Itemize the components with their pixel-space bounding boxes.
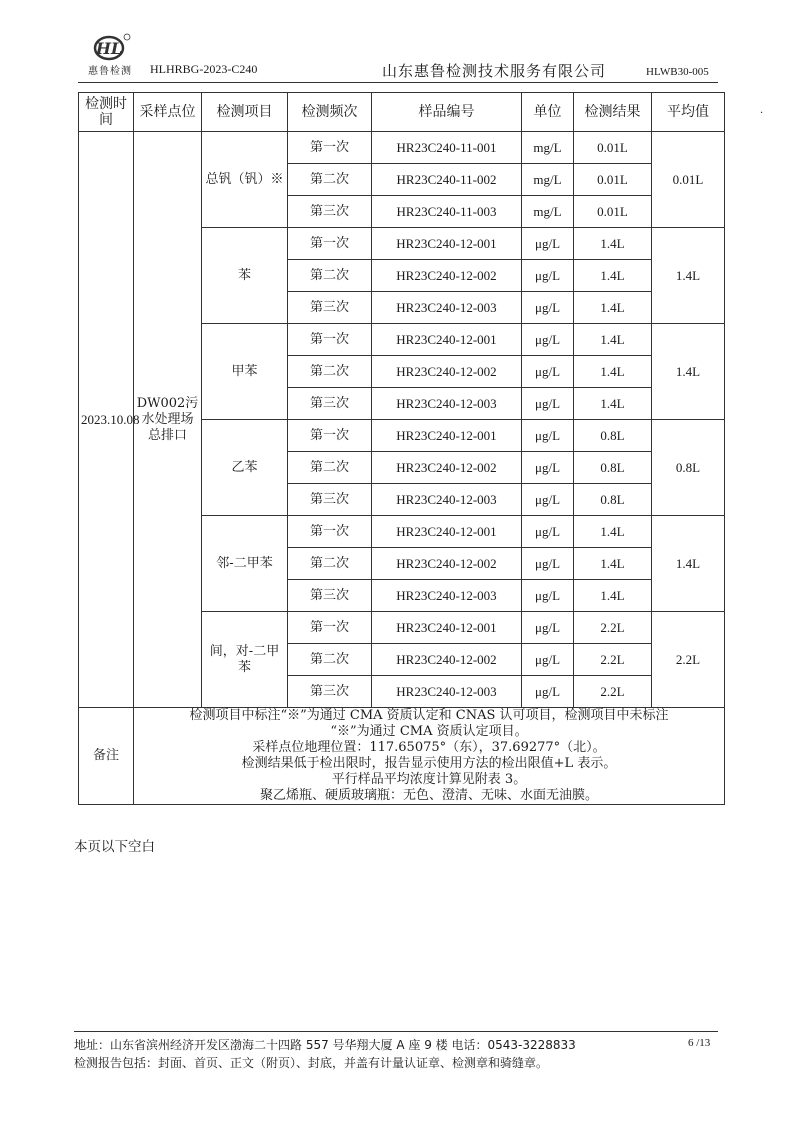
test-item-cell: 乙苯 — [202, 420, 288, 516]
table-header-row — [79, 93, 725, 132]
frequency-cell: 第三次 — [288, 196, 372, 228]
sample-id-cell: HR23C240-12-002 — [372, 644, 522, 676]
average-cell: 1.4L — [652, 228, 725, 324]
average-cell: 0.8L — [652, 420, 725, 516]
blank-page-note: 本页以下空白 — [74, 839, 155, 855]
remark-line: 聚乙烯瓶、硬质玻璃瓶：无色、澄清、无味、水面无油膜。 — [259, 788, 598, 803]
unit-cell: μg/L — [522, 260, 574, 292]
test-item-cell: 甲苯 — [202, 324, 288, 420]
unit-cell: μg/L — [522, 324, 574, 356]
frequency-cell: 第三次 — [288, 292, 372, 324]
sample-id-cell: HR23C240-11-001 — [372, 132, 522, 164]
frequency-cell: 第二次 — [288, 452, 372, 484]
sample-id-cell: HR23C240-12-001 — [372, 612, 522, 644]
result-cell: 0.01L — [574, 132, 652, 164]
header-divider — [78, 82, 718, 83]
frequency-cell: 第一次 — [288, 324, 372, 356]
unit-cell: mg/L — [522, 132, 574, 164]
frequency-cell: 第一次 — [288, 612, 372, 644]
sample-id-cell: HR23C240-12-003 — [372, 388, 522, 420]
unit-cell: μg/L — [522, 612, 574, 644]
average-cell: 1.4L — [652, 324, 725, 420]
remarks-cell — [134, 708, 725, 805]
result-cell: 1.4L — [574, 260, 652, 292]
column-header: 检测时间 — [79, 93, 134, 132]
result-cell: 0.01L — [574, 196, 652, 228]
sample-id-cell: HR23C240-12-003 — [372, 484, 522, 516]
frequency-cell: 第一次 — [288, 516, 372, 548]
footer-address: 地址：山东省滨州经济开发区渤海二十四路 557 号华翔大厦 A 座 9 楼 电话：0543-3228833 — [74, 1038, 576, 1052]
column-header: 单位 — [522, 93, 574, 132]
result-cell: 1.4L — [574, 228, 652, 260]
column-header: 检测项目 — [202, 93, 288, 132]
sample-id-cell: HR23C240-12-002 — [372, 260, 522, 292]
sampling-site-cell: DW002污水处理场总排口 — [134, 132, 202, 708]
unit-cell: μg/L — [522, 420, 574, 452]
sample-id-cell: HR23C240-12-001 — [372, 516, 522, 548]
sample-id-cell: HR23C240-12-003 — [372, 676, 522, 708]
column-header: 采样点位 — [134, 93, 202, 132]
unit-cell: mg/L — [522, 164, 574, 196]
result-cell: 1.4L — [574, 324, 652, 356]
result-cell: 0.8L — [574, 484, 652, 516]
sample-id-cell: HR23C240-11-002 — [372, 164, 522, 196]
sample-id-cell: HR23C240-12-003 — [372, 292, 522, 324]
unit-cell: μg/L — [522, 388, 574, 420]
report-number: HLHRBG-2023-C240 — [150, 62, 258, 76]
svg-text:HL: HL — [95, 39, 123, 58]
test-item-cell: 苯 — [202, 228, 288, 324]
frequency-cell: 第二次 — [288, 548, 372, 580]
frequency-cell: 第三次 — [288, 388, 372, 420]
unit-cell: μg/L — [522, 292, 574, 324]
unit-cell: μg/L — [522, 580, 574, 612]
result-cell: 1.4L — [574, 548, 652, 580]
logo-text: 惠鲁检测 — [88, 66, 132, 77]
column-header: 检测结果 — [574, 93, 652, 132]
frequency-cell: 第三次 — [288, 580, 372, 612]
remark-line: 采样点位地理位置：117.65075°（东），37.69277°（北）。 — [252, 740, 606, 755]
unit-cell: μg/L — [522, 548, 574, 580]
stray-mark: · — [760, 108, 764, 119]
remarks-row — [79, 708, 725, 805]
unit-cell: μg/L — [522, 356, 574, 388]
test-item-cell: 邻-二甲苯 — [202, 516, 288, 612]
results-body — [79, 132, 725, 708]
column-header: 检测频次 — [288, 93, 372, 132]
result-cell: 1.4L — [574, 580, 652, 612]
company-name: 山东惠鲁检测技术服务有限公司 — [382, 62, 607, 80]
sample-id-cell: HR23C240-12-001 — [372, 420, 522, 452]
sample-id-cell: HR23C240-12-002 — [372, 452, 522, 484]
sample-id-cell: HR23C240-12-003 — [372, 580, 522, 612]
unit-cell: μg/L — [522, 452, 574, 484]
test-item-cell: 总钒（钒）※ — [202, 132, 288, 228]
results-table — [78, 92, 725, 805]
page-number: 6 /13 — [688, 1037, 711, 1049]
frequency-cell: 第一次 — [288, 132, 372, 164]
remark-line: 检测结果低于检出限时，报告显示使用方法的检出限值+L 表示。 — [241, 756, 617, 771]
table-row — [79, 132, 725, 164]
remarks-label: 备注 — [79, 708, 134, 805]
frequency-cell: 第二次 — [288, 260, 372, 292]
sample-id-cell: HR23C240-12-001 — [372, 228, 522, 260]
result-cell: 1.4L — [574, 292, 652, 324]
sampling-date-cell: 2023.10.08 — [79, 132, 134, 708]
footer-divider — [74, 1031, 718, 1032]
column-header: 平均值 — [652, 93, 725, 132]
result-cell: 1.4L — [574, 356, 652, 388]
sample-id-cell: HR23C240-12-002 — [372, 548, 522, 580]
result-cell: 2.2L — [574, 676, 652, 708]
frequency-cell: 第二次 — [288, 644, 372, 676]
result-cell: 0.8L — [574, 420, 652, 452]
frequency-cell: 第一次 — [288, 228, 372, 260]
unit-cell: μg/L — [522, 228, 574, 260]
test-item-cell: 间，对-二甲苯 — [202, 612, 288, 708]
frequency-cell: 第三次 — [288, 484, 372, 516]
average-cell: 1.4L — [652, 516, 725, 612]
unit-cell: μg/L — [522, 676, 574, 708]
sample-id-cell: HR23C240-12-002 — [372, 356, 522, 388]
result-cell: 2.2L — [574, 644, 652, 676]
frequency-cell: 第二次 — [288, 356, 372, 388]
unit-cell: μg/L — [522, 516, 574, 548]
footer-contents: 检测报告包括：封面、首页、正文（附页）、封底，并盖有计量认证章、检测章和骑缝章。 — [74, 1056, 549, 1070]
average-cell: 2.2L — [652, 612, 725, 708]
result-cell: 0.8L — [574, 452, 652, 484]
remark-line: 检测项目中标注“※”为通过 CMA 资质认定和 CNAS 认可项目，检测项目中未标注 — [189, 708, 669, 723]
sample-id-cell: HR23C240-11-003 — [372, 196, 522, 228]
remark-line: 平行样品平均浓度计算见附表 3。 — [331, 772, 527, 787]
remark-line: “※”为通过 CMA 资质认定项目。 — [330, 724, 528, 739]
column-header: 样品编号 — [372, 93, 522, 132]
result-cell: 1.4L — [574, 516, 652, 548]
result-cell: 1.4L — [574, 388, 652, 420]
sample-id-cell: HR23C240-12-001 — [372, 324, 522, 356]
unit-cell: mg/L — [522, 196, 574, 228]
result-cell: 2.2L — [574, 612, 652, 644]
result-cell: 0.01L — [574, 164, 652, 196]
form-number: HLWB30-005 — [646, 66, 709, 78]
frequency-cell: 第二次 — [288, 164, 372, 196]
frequency-cell: 第一次 — [288, 420, 372, 452]
unit-cell: μg/L — [522, 644, 574, 676]
frequency-cell: 第三次 — [288, 676, 372, 708]
unit-cell: μg/L — [522, 484, 574, 516]
average-cell: 0.01L — [652, 132, 725, 228]
